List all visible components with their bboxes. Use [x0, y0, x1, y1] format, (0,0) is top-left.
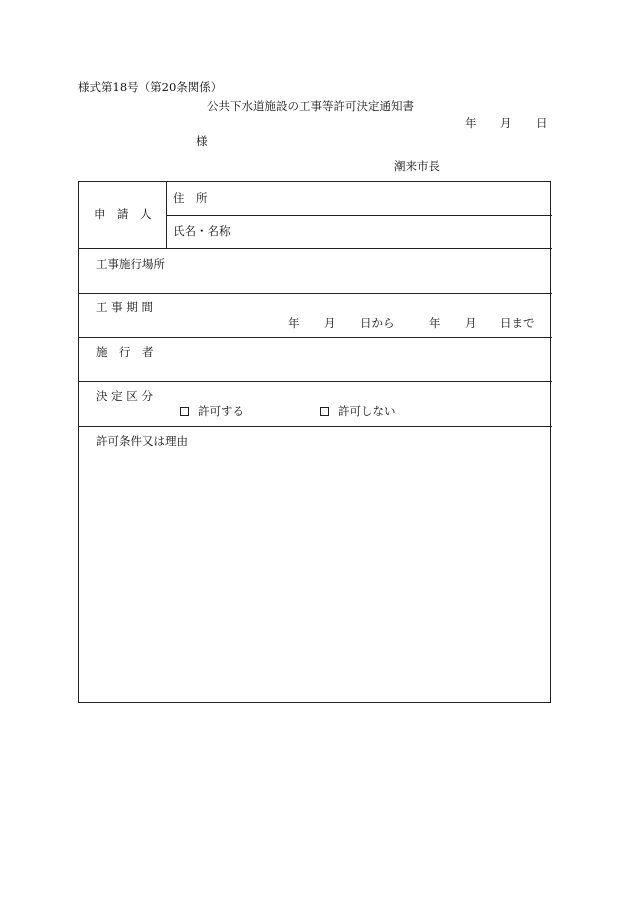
issue-day-label: 日 [536, 116, 548, 130]
period-from-year: 年 [288, 316, 300, 330]
permit-option-label: 許可する [198, 404, 244, 418]
name-label: 氏名・名称 [173, 224, 231, 238]
deny-checkbox[interactable] [320, 407, 329, 416]
document-title: 公共下水道施設の工事等許可決定通知書 [207, 99, 414, 113]
issue-month-label: 月 [500, 116, 512, 130]
issuer-name: 潮来市長 [394, 159, 440, 173]
recipient-suffix: 様 [196, 134, 208, 148]
row-line-contractor [79, 381, 552, 382]
conditions-label: 許可条件又は理由 [96, 434, 188, 448]
address-label: 住 所 [173, 191, 208, 205]
form-number: 様式第18号（第20条関係） [78, 80, 223, 94]
option-permit[interactable] [180, 406, 244, 418]
row-line-location [79, 293, 552, 294]
row-line-address [166, 215, 552, 216]
location-label: 工事施行場所 [96, 257, 165, 271]
option-deny[interactable] [320, 406, 396, 418]
decision-label: 決 定 区 分 [96, 389, 153, 403]
period-from-day: 日から [360, 316, 395, 330]
period-label: 工 事 期 間 [96, 300, 153, 314]
issue-year-label: 年 [465, 116, 477, 130]
period-to-year: 年 [429, 316, 441, 330]
period-to-day: 日まで [500, 316, 535, 330]
row-line-period [79, 337, 552, 338]
period-from-month: 月 [324, 316, 336, 330]
applicant-label: 申 請 人 [94, 207, 152, 221]
row-line-decision [79, 426, 552, 427]
permit-form-table [78, 181, 551, 703]
permit-checkbox[interactable] [180, 407, 189, 416]
period-to-month: 月 [465, 316, 477, 330]
deny-option-label: 許可しない [338, 404, 396, 418]
row-line-applicant [79, 248, 552, 249]
contractor-label: 施 行 者 [96, 345, 154, 359]
